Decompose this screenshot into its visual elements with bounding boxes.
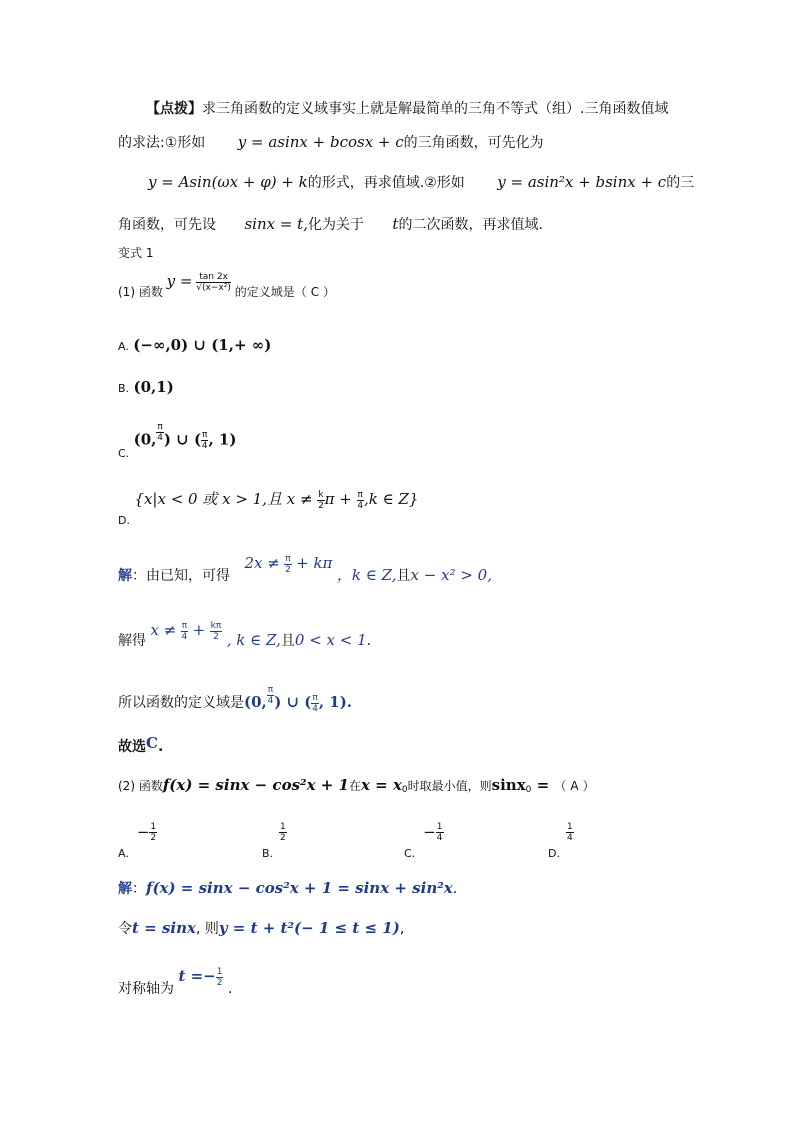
q2-option-b: $_{B.}$ $\frac{1}{2}$ bbox=[262, 822, 286, 860]
formula-3: y = asin²x + bsinx + c bbox=[497, 173, 667, 191]
tip-text-4: 的形式，再求值域.②形如 bbox=[307, 175, 465, 191]
q1-solution-line-1: 解：由已知，可得 2x ≠ $\frac{\pi}{2}$ + kπ ，k ∈ Z,且x − x² > 0, bbox=[118, 553, 492, 584]
tip-text-5: 的三 bbox=[666, 175, 695, 191]
q1-solution-line-2: 解得 x ≠ $\frac{\pi}{4}$ + $\frac{k\pi}{2}$ , k ∈ Z,且0 < x < 1. bbox=[118, 620, 372, 649]
q2-solution-line-1: 解：f(x) = sinx − cos²x + 1 = sinx + sin²x. bbox=[118, 879, 458, 897]
q1-option-d: $_{D.}$ {x|x < 0 或 x > 1,且 x ≠ $\frac{k}{2}$ π + $\frac{\pi}{4}$ ,k ∈ Z} bbox=[118, 489, 419, 527]
q1-prefix: (1) 函数 bbox=[118, 285, 163, 299]
formula-5: t bbox=[392, 215, 399, 233]
tip-text-7: 化为关于 bbox=[307, 217, 364, 233]
tip-label: 【点拨】 bbox=[146, 101, 202, 117]
q1-solution-line-4: 故选C. bbox=[118, 734, 164, 755]
q1-solution-line-3: 所以函数的定义域是(0, $\frac{\pi}{4}$ ) ∪ ( $\frac{\pi}{4}$ , 1). bbox=[118, 684, 353, 714]
q1-fraction: $\frac{\tan 2x}{\text{√(x−x²)}}$ bbox=[196, 272, 231, 293]
solution-label: 解 bbox=[118, 568, 132, 584]
tip-text-6: 角函数，可先设 bbox=[118, 217, 216, 233]
q1-y-eq: y = bbox=[166, 272, 193, 290]
formula-4: sinx = t, bbox=[244, 215, 308, 233]
q1-stem: (1) 函数 y = $\frac{\tan 2x}{\text{√(x−x²)}}$ 的定义域是（ C ） bbox=[118, 272, 336, 299]
tip-line-4 bbox=[118, 214, 543, 234]
q2-solution-line-2: 令t = sinx, 则y = t + t²(− 1 ≤ t ≤ 1), bbox=[118, 919, 405, 937]
tip-text-8: 的二次函数，再求值域. bbox=[398, 217, 543, 233]
formula-2: y = Asin(ωx + φ) + k bbox=[148, 173, 308, 191]
q1-option-c: $_{C.}$ (0, $\frac{\pi}{4}$ ) ∪ ( $\frac{\pi}{4}$ , 1) bbox=[118, 422, 237, 460]
q2-option-c: $_{C.}$− $\frac{1}{4}$ bbox=[404, 822, 443, 860]
tip-text-3: 的三角函数，可先化为 bbox=[403, 135, 544, 151]
tip-text-1: 求三角函数的定义域事实上就是解最简单的三角不等式（组）.三角函数值域 bbox=[202, 101, 669, 117]
variant-title: 变式 1 bbox=[118, 246, 154, 260]
tip-line-2 bbox=[118, 132, 544, 152]
q1-option-a: A. (−∞,0) ∪ (1,+ ∞) bbox=[118, 336, 272, 354]
formula-1: y = asinx + bcosx + c bbox=[237, 133, 404, 151]
tip-text-2: 的求法:①形如 bbox=[118, 135, 206, 151]
q2-solution-line-3: 对称轴为 t =− $\frac{1}{2}$ . bbox=[118, 966, 233, 997]
q2-option-d: $_{D.}$ $\frac{1}{4}$ bbox=[548, 822, 573, 860]
q1-option-b: B. (0,1) bbox=[118, 378, 174, 396]
q2-option-a: $_{A.}$− $\frac{1}{2}$ bbox=[118, 822, 157, 860]
tip-line-3 bbox=[148, 172, 694, 192]
q1-suffix: 的定义域是（ bbox=[234, 285, 307, 299]
tip-line-1 bbox=[146, 98, 668, 118]
q1-answer: C bbox=[310, 285, 320, 299]
q2-stem: (2) 函数f(x) = sinx − cos²x + 1在x = x0时取最小值，则sinx0 = （ A ） bbox=[118, 776, 595, 795]
